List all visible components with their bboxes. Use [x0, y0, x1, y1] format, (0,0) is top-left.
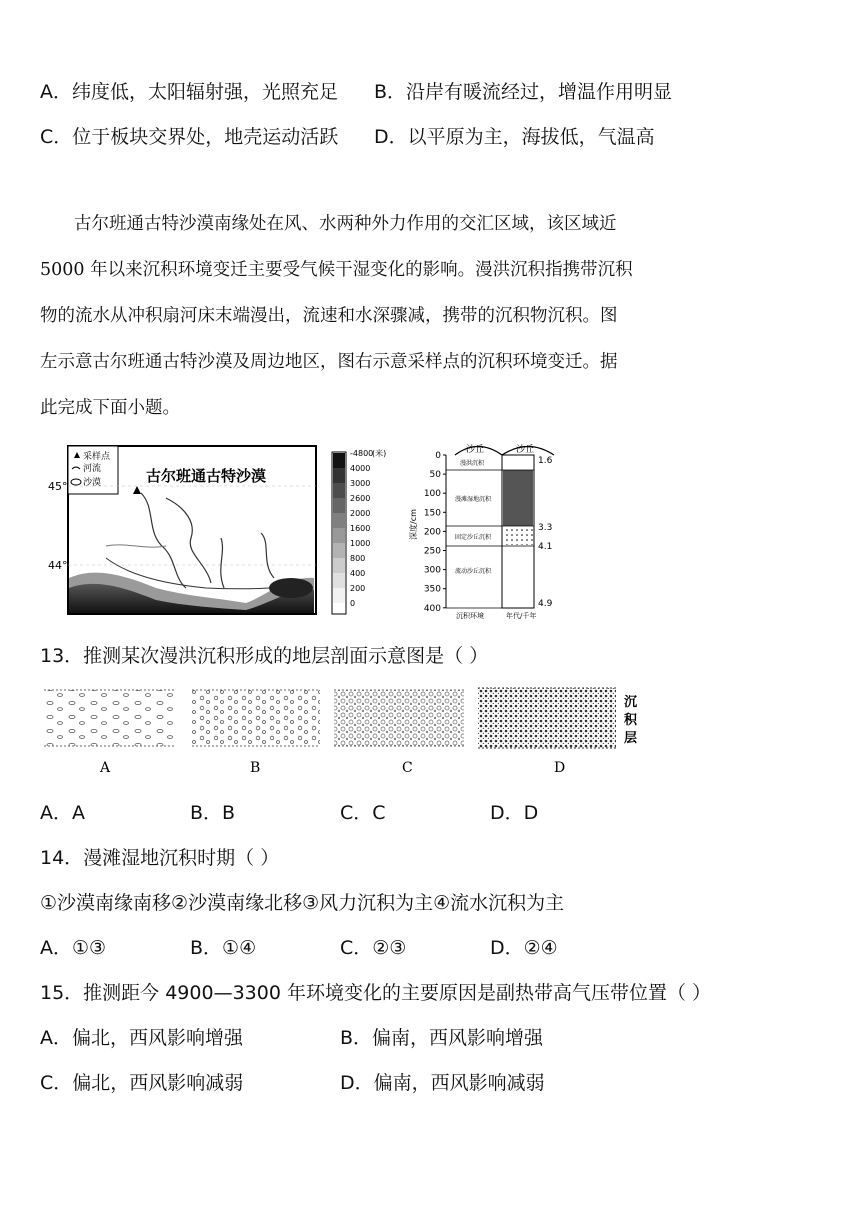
profile-svg	[410, 438, 570, 620]
q15-stem: 15．推测距今 4900—3300 年环境变化的主要原因是副热带高气压带位置（ ）	[40, 982, 712, 1004]
scale-labels	[350, 449, 373, 608]
layer-name-2: 漫滩湿地沉积	[455, 496, 492, 503]
q15-option-a[interactable]: A．偏北，西风影响增强	[40, 1027, 243, 1049]
depth-tick-label: 0	[435, 451, 441, 461]
passage-line-4: 左示意古尔班通古特沙漠及周边地区，图右示意采样点的沉积环境变迁。据	[40, 352, 618, 372]
scale-label: 0	[350, 599, 356, 608]
fixed-dune-layer	[503, 527, 533, 545]
passage	[40, 210, 730, 420]
layer-name-4: 流动沙丘沉积	[455, 568, 492, 575]
q13-stem: 13．推测某次漫洪沉积形成的地层剖面示意图是（ ）	[40, 645, 489, 667]
prev-option-a: A．纬度低，太阳辐射强，光照充足	[40, 81, 338, 103]
q13-profiles	[44, 684, 644, 776]
q13-profiles-svg	[44, 684, 644, 776]
scale-label: 800	[350, 554, 366, 563]
scale-label: 4000	[350, 464, 371, 473]
layer-name-1: 漫洪沉积	[460, 460, 485, 467]
footer-age: 年代/千年	[506, 612, 537, 620]
profile-figure	[410, 438, 570, 620]
prev-option-b: B．沿岸有暖流经过，增温作用明显	[374, 81, 673, 103]
q14-option-d[interactable]: D．②④	[490, 937, 558, 959]
footer-environment: 沉积环境	[456, 612, 484, 620]
peak-east	[269, 578, 313, 598]
scale-label: 200	[350, 584, 366, 593]
q15-option-d[interactable]: D．偏南，西风影响减弱	[340, 1072, 545, 1094]
profile-b	[192, 690, 320, 746]
scale-unit: (米)	[372, 449, 387, 458]
q14-option-a[interactable]: A．①③	[40, 937, 107, 959]
scale-label: 3000	[350, 479, 371, 488]
scale-label: 1000	[350, 539, 371, 548]
scale-label: 400	[350, 569, 366, 578]
depth-tick-label: 250	[423, 546, 441, 557]
passage-line-3: 物的流水从冲积扇河床末端漫出，流速和水深骤减，携带的沉积物沉积。图	[40, 306, 618, 326]
depth-tick-label: 350	[423, 584, 441, 595]
q14-option-c[interactable]: C．②③	[340, 937, 407, 959]
legend-desert-label: 沙漠	[83, 478, 102, 488]
q13-option-d[interactable]: D．D	[490, 802, 539, 824]
passage-line-5: 此完成下面小题。	[40, 398, 180, 418]
map-figure	[46, 438, 416, 618]
side-label-1: 沉	[624, 695, 638, 710]
lat-45-label: 45°	[48, 480, 68, 493]
depth-tick-label: 100	[423, 489, 441, 500]
lat-44-label: 44°	[48, 559, 68, 572]
side-label-2: 积	[624, 713, 638, 728]
q14-stem: 14．漫滩湿地沉积时期（ ）	[40, 847, 280, 869]
dune-label-left: 沙丘	[466, 445, 485, 455]
prev-option-d: D．以平原为主，海拔低，气温高	[374, 126, 655, 148]
scale-label: 2000	[350, 509, 371, 518]
dune-label-right: 沙丘	[516, 445, 535, 455]
layer-name-3: 固定沙丘沉积	[455, 534, 492, 541]
q15-option-b[interactable]: B．偏南，西风影响增强	[340, 1027, 544, 1049]
legend-sample-label: 采样点	[83, 452, 111, 462]
profile-c	[334, 690, 464, 746]
wetland-layer	[503, 470, 533, 526]
depth-tick-label: 300	[423, 565, 441, 576]
profile-d	[478, 688, 616, 748]
profile-label-d: D	[554, 760, 566, 776]
age-4: 4.9	[538, 599, 553, 609]
profile-label-b: B	[250, 760, 261, 776]
depth-ticks	[424, 451, 446, 614]
depth-tick-label: 400	[423, 603, 441, 614]
q13-option-a[interactable]: A．A	[40, 802, 85, 824]
q13-option-b[interactable]: B．B	[190, 802, 236, 824]
map-title: 古尔班通古特沙漠	[146, 467, 267, 485]
map-svg	[46, 438, 416, 618]
age-2: 3.3	[538, 523, 553, 533]
q13-option-c[interactable]: C．C	[340, 802, 386, 824]
prev-option-c: C．位于板块交界处，地壳运动活跃	[40, 126, 339, 148]
depth-tick-label: 200	[423, 527, 441, 538]
q15-option-c[interactable]: C．偏北，西风影响减弱	[40, 1072, 244, 1094]
legend-river-label: 河流	[83, 464, 102, 474]
passage-line-1: 古尔班通古特沙漠南缘处在风、水两种外力作用的交汇区域，该区域近	[74, 214, 617, 234]
profile-a	[44, 690, 174, 746]
q14-statements: ①沙漠南缘南移②沙漠南缘北移③风力沉积为主④流水沉积为主	[40, 892, 565, 914]
depth-tick-label: 150	[423, 508, 441, 519]
side-label-3: 层	[624, 731, 638, 746]
depth-label: 深度/cm	[409, 509, 418, 540]
passage-line-2: 5000 年以来沉积环境变迁主要受气候干湿变化的影响。漫洪沉积指携带沉积	[40, 260, 633, 280]
scale-label: 2600	[350, 494, 371, 503]
scale-label: -4800	[350, 449, 374, 458]
scale-label: 1600	[350, 524, 371, 533]
q14-option-b[interactable]: B．①④	[190, 937, 257, 959]
profile-label-c: C	[402, 760, 413, 776]
profile-label-a: A	[100, 760, 111, 776]
age-3: 4.1	[538, 542, 553, 552]
age-1: 1.6	[538, 456, 553, 466]
depth-tick-label: 50	[429, 470, 441, 481]
